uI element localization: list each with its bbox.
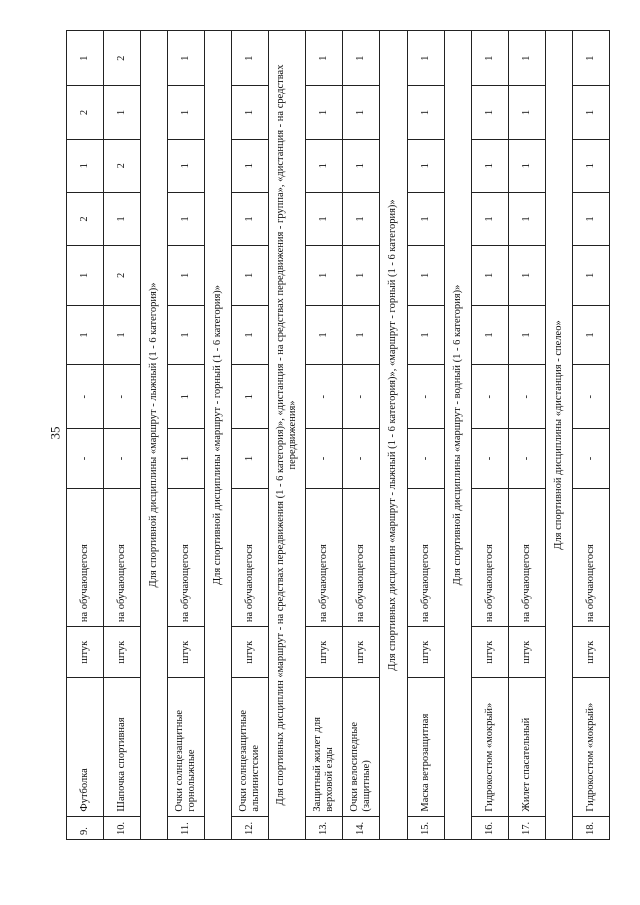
table-row [572,31,609,840]
quantity-cell: 1 [168,86,205,139]
quantity-cell: - [471,429,508,489]
table-row [67,31,104,840]
section-row [205,31,232,840]
table-row [306,31,343,840]
quantity-cell: - [407,365,444,429]
quantity-cell: 1 [168,31,205,86]
row-number: 13. [306,816,343,839]
quantity-cell: 1 [572,86,609,139]
quantity-cell: 1 [67,139,104,192]
unit-cell: штук [67,627,104,678]
unit-cell: штук [407,627,444,678]
quantity-cell: 1 [306,139,343,192]
item-name: Очки солнцезащитные альпинистские [232,678,269,816]
quantity-cell: 1 [104,86,141,139]
item-name: Очки солнцезащитные горнолыжные [168,678,205,816]
item-name: Гидрокостюм «мокрый» [471,678,508,816]
quantity-cell: 1 [407,31,444,86]
rotated-page-content [66,30,610,840]
quantity-cell: 1 [168,139,205,192]
section-row [269,31,306,840]
item-name: Футболка [67,678,104,816]
quantity-cell: 1 [572,31,609,86]
quantity-cell: 1 [306,246,343,306]
quantity-cell: 1 [343,305,380,365]
quantity-cell: - [508,365,545,429]
unit-cell: штук [306,627,343,678]
quantity-cell: - [343,365,380,429]
item-name: Гидрокостюм «мокрый» [572,678,609,816]
unit-cell: штук [232,627,269,678]
quantity-cell: - [508,429,545,489]
section-heading: Для спортивной дисциплины «маршрут - лыжный (1 - 6 категория)» [141,31,168,840]
quantity-cell: 1 [306,86,343,139]
quantity-cell: - [306,365,343,429]
quantity-cell: 1 [572,246,609,306]
unit-cell: штук [508,627,545,678]
row-number: 10. [104,816,141,839]
quantity-cell: 1 [104,305,141,365]
quantity-cell: 1 [471,31,508,86]
row-number: 18. [572,816,609,839]
row-number: 11. [168,816,205,839]
quantity-cell: 1 [104,192,141,245]
accounting-unit-cell: на обучающегося [104,488,141,626]
quantity-cell: 2 [104,246,141,306]
quantity-cell: 1 [67,305,104,365]
accounting-unit-cell: на обучающегося [67,488,104,626]
quantity-cell: 1 [67,246,104,306]
quantity-cell: 1 [306,192,343,245]
row-number: 14. [343,816,380,839]
row-number: 12. [232,816,269,839]
quantity-cell: 1 [67,31,104,86]
quantity-cell: 1 [232,139,269,192]
quantity-cell: 2 [104,139,141,192]
quantity-cell: 1 [471,305,508,365]
quantity-cell: - [67,365,104,429]
row-number: 9. [67,816,104,839]
quantity-cell: 2 [67,86,104,139]
section-heading: Для спортивных дисциплин «маршрут - лыжный (1 - 6 категория)», «маршрут - горный (1 - 6 категория)» [380,31,407,840]
accounting-unit-cell: на обучающегося [232,488,269,626]
quantity-cell: 1 [232,365,269,429]
quantity-cell: 1 [232,429,269,489]
quantity-cell: - [572,365,609,429]
table-row [104,31,141,840]
item-name: Маска ветрозащитная [407,678,444,816]
quantity-cell: 2 [67,192,104,245]
quantity-cell: 1 [343,139,380,192]
quantity-cell: - [104,365,141,429]
accounting-unit-cell: на обучающегося [407,488,444,626]
quantity-cell: 1 [168,192,205,245]
quantity-cell: 1 [306,31,343,86]
unit-cell: штук [471,627,508,678]
quantity-cell: 1 [168,365,205,429]
page-number [43,418,67,448]
quantity-cell: 1 [508,31,545,86]
accounting-unit-cell: на обучающегося [343,488,380,626]
section-row [380,31,407,840]
quantity-cell: 1 [407,246,444,306]
section-row [444,31,471,840]
quantity-cell: 1 [306,305,343,365]
table-row [407,31,444,840]
quantity-cell: 1 [572,139,609,192]
quantity-cell: - [104,429,141,489]
row-number: 17. [508,816,545,839]
quantity-cell: 1 [508,139,545,192]
quantity-cell: 1 [407,192,444,245]
table-row [471,31,508,840]
quantity-cell: 1 [232,31,269,86]
quantity-cell: - [407,429,444,489]
section-heading: Для спортивной дисциплины «дистанция - спелео» [545,31,572,840]
quantity-cell: 1 [168,429,205,489]
item-name: Шапочка спортивная [104,678,141,816]
table-body [67,31,610,840]
quantity-cell: 1 [232,246,269,306]
quantity-cell: 1 [471,192,508,245]
table-row [168,31,205,840]
unit-cell: штук [168,627,205,678]
quantity-cell: 1 [232,86,269,139]
quantity-cell: 1 [508,86,545,139]
quantity-cell: - [572,429,609,489]
quantity-cell: 1 [471,139,508,192]
quantity-cell: 1 [572,305,609,365]
row-number: 16. [471,816,508,839]
quantity-cell: - [306,429,343,489]
quantity-cell: 1 [407,86,444,139]
section-row [545,31,572,840]
quantity-cell: 1 [343,86,380,139]
item-name: Защитный жилет для верховой езды [306,678,343,816]
quantity-cell: 1 [168,246,205,306]
quantity-cell: 1 [572,192,609,245]
section-row [141,31,168,840]
quantity-cell: 1 [508,192,545,245]
quantity-cell: - [471,365,508,429]
unit-cell: штук [343,627,380,678]
accounting-unit-cell: на обучающегося [572,488,609,626]
unit-cell: штук [104,627,141,678]
quantity-cell: 1 [343,246,380,306]
unit-cell: штук [572,627,609,678]
quantity-cell: 1 [471,246,508,306]
equipment-table [66,30,610,840]
quantity-cell: - [67,429,104,489]
accounting-unit-cell: на обучающегося [471,488,508,626]
table-row [232,31,269,840]
quantity-cell: - [343,429,380,489]
table-row [508,31,545,840]
item-name: Очки велосипедные (защитные) [343,678,380,816]
quantity-cell: 1 [168,305,205,365]
quantity-cell: 1 [343,192,380,245]
accounting-unit-cell: на обучающегося [168,488,205,626]
quantity-cell: 1 [508,305,545,365]
item-name: Жилет спасательный [508,678,545,816]
section-heading: Для спортивной дисциплины «маршрут - горный (1 - 6 категория)» [205,31,232,840]
quantity-cell: 1 [232,305,269,365]
accounting-unit-cell: на обучающегося [306,488,343,626]
quantity-cell: 1 [508,246,545,306]
accounting-unit-cell: на обучающегося [508,488,545,626]
quantity-cell: 1 [407,305,444,365]
page-number-text: 35 [47,426,62,440]
quantity-cell: 2 [104,31,141,86]
section-heading: Для спортивной дисциплины «маршрут - водный (1 - 6 категория)» [444,31,471,840]
section-heading: Для спортивных дисциплин «маршрут - на средствах передвижения (1 - 6 категория)», «дистанция - на средствах передвижения - группа», «дистанция - на средствах передвижения» [269,31,306,840]
quantity-cell: 1 [407,139,444,192]
quantity-cell: 1 [471,86,508,139]
table-row [343,31,380,840]
quantity-cell: 1 [232,192,269,245]
quantity-cell: 1 [343,31,380,86]
row-number: 15. [407,816,444,839]
